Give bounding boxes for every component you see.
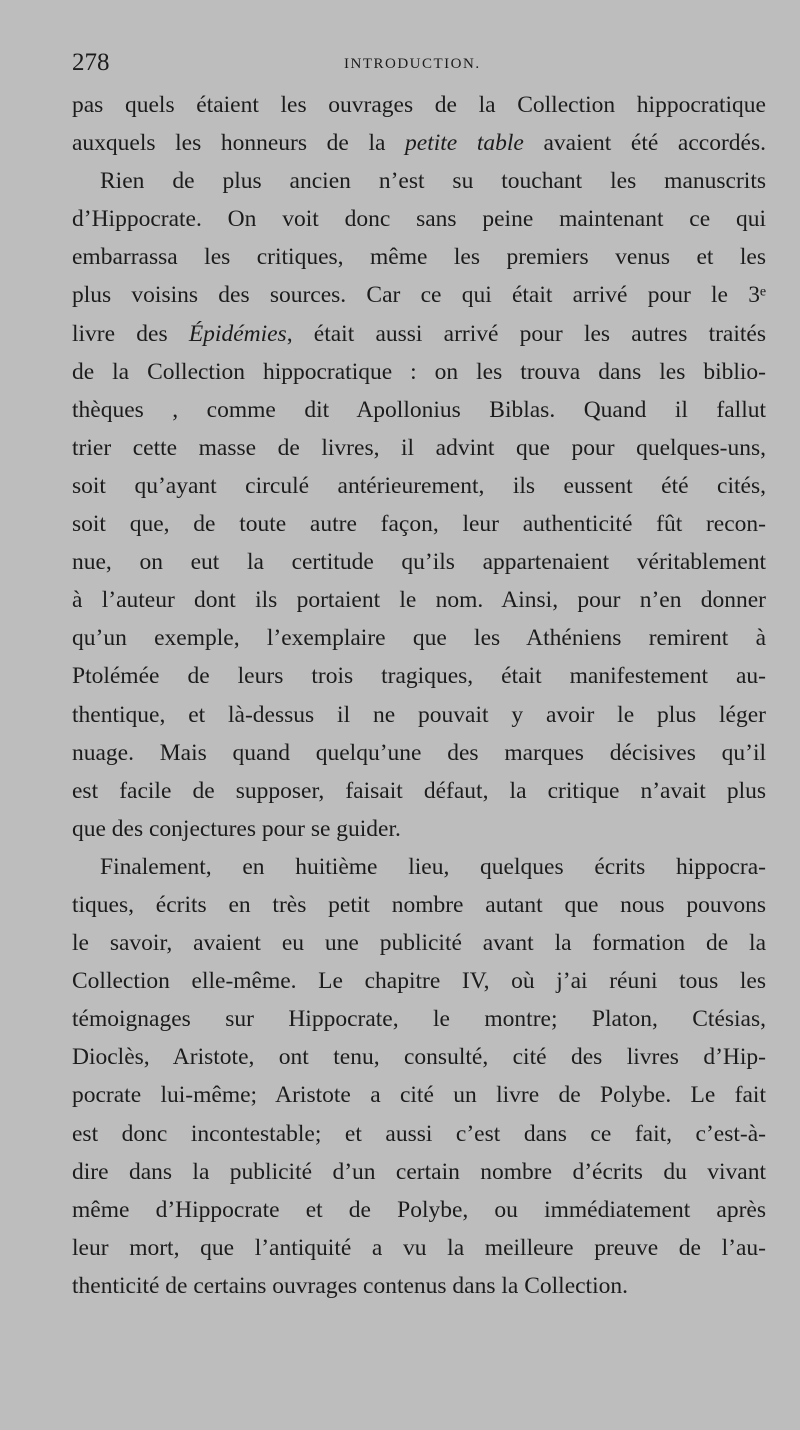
text-line: témoignages sur Hippocrate, le montre; Platon, Ctésias, xyxy=(72,1006,766,1033)
text-line: à l’auteur dont ils portaient le nom. Ainsi, pour n’en donner xyxy=(72,587,766,614)
text-line: que des conjectures pour se guider. xyxy=(72,815,401,842)
text-line: nue, on eut la certitude qu’ils appartenaient véritablement xyxy=(72,549,766,576)
italic-title: petite table xyxy=(405,130,524,157)
text-line: auxquels les honneurs de la petite table avaient été accordés. xyxy=(72,130,766,157)
text-line: Dioclès, Aristote, ont tenu, consulté, cité des livres d’Hip- xyxy=(72,1044,766,1071)
text-line: d’Hippocrate. On voit donc sans peine maintenant ce qui xyxy=(72,206,766,233)
text-line: Finalement, en huitième lieu, quelques écrits hippocra- xyxy=(100,853,766,880)
text-line: Collection elle-même. Le chapitre IV, où j’ai réuni tous les xyxy=(72,968,766,995)
text-line: soit que, de toute autre façon, leur authenticité fût recon- xyxy=(72,511,766,538)
text-line: thentique, et là-dessus il ne pouvait y avoir le plus léger xyxy=(72,701,766,728)
body-text xyxy=(72,86,766,1305)
page-header xyxy=(72,48,762,78)
text-line: même d’Hippocrate et de Polybe, ou immédiatement après xyxy=(72,1196,766,1223)
text-line: de la Collection hippocratique : on les trouva dans les biblio- xyxy=(72,358,766,385)
running-title: INTRODUCTION. xyxy=(344,56,481,72)
text-line: tiques, écrits en très petit nombre autant que nous pouvons xyxy=(72,891,766,918)
text-line: thèques , comme dit Apollonius Biblas. Quand il fallut xyxy=(72,396,766,423)
page-number: 278 xyxy=(72,49,110,76)
text-line: nuage. Mais quand quelqu’une des marques décisives qu’il xyxy=(72,739,766,766)
paragraph xyxy=(72,848,766,1305)
text-line: Rien de plus ancien n’est su touchant les manuscrits xyxy=(100,168,766,195)
text-line: pas quels étaient les ouvrages de la Collection hippocratique xyxy=(72,92,766,118)
text-line: leur mort, que l’antiquité a vu la meilleure preuve de l’au- xyxy=(72,1234,766,1261)
text-line: plus voisins des sources. Car ce qui était arrivé pour le 3ᵉ xyxy=(72,282,766,309)
text-line: Ptolémée de leurs trois tragiques, était manifestement au- xyxy=(72,663,766,690)
text-line: pocrate lui-même; Aristote a cité un livre de Polybe. Le fait xyxy=(72,1082,766,1109)
text-line: dire dans la publicité d’un certain nombre d’écrits du vivant xyxy=(72,1158,766,1185)
text-line: embarrassa les critiques, même les premiers venus et les xyxy=(72,244,766,271)
text-line: est facile de supposer, faisait défaut, la critique n’avait plus xyxy=(72,777,766,804)
text-line: thenticité de certains ouvrages contenus dans la Collection. xyxy=(72,1272,628,1299)
paragraph xyxy=(72,162,766,848)
italic-title: Épidémies xyxy=(188,320,287,347)
text-line: le savoir, avaient eu une publicité avant la formation de la xyxy=(72,930,766,957)
text-line: qu’un exemple, l’exemplaire que les Athéniens remirent à xyxy=(72,625,766,652)
paragraph xyxy=(72,86,766,162)
text-line: trier cette masse de livres, il advint que pour quelques-uns, xyxy=(72,434,766,461)
text-line: soit qu’ayant circulé antérieurement, ils eussent été cités, xyxy=(72,472,766,499)
text-line: est donc incontestable; et aussi c’est dans ce fait, c’est-à- xyxy=(72,1120,766,1147)
text-line: livre des Épidémies, était aussi arrivé pour les autres traités xyxy=(72,320,766,347)
